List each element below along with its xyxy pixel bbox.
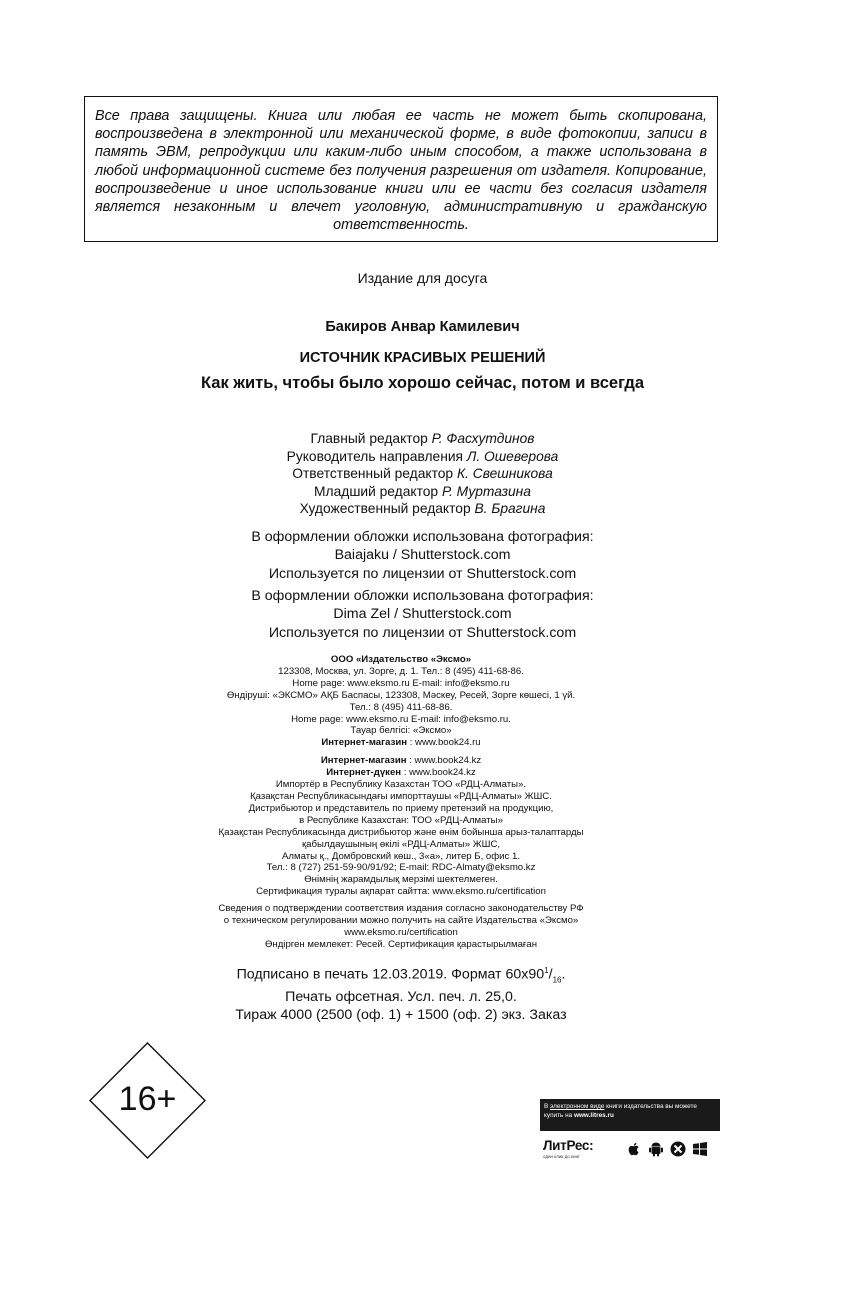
editor-name: К. Свешникова: [456, 466, 553, 481]
book-subtitle: Как жить, чтобы было хорошо сейчас, потом и всегда: [201, 374, 644, 392]
litres-band-link: электронном виде: [550, 1103, 605, 1110]
publisher-address: 123308, Москва, ул. Зорге, д. 1. Тел.: 8 (495) 411-68-86.: [278, 665, 524, 677]
editor-name: В. Брагина: [474, 501, 546, 516]
publisher-kz-producer: Өндіруші: «ЭКСМО» АҚБ Баспасы, 123308, Мәскеу, Ресей, Зорге көшесі, 1 үй.: [226, 689, 576, 701]
android-icon: [648, 1141, 664, 1157]
certification-info: [0, 903, 802, 951]
shop-ru: [0, 737, 802, 749]
editor-role: Ответственный редактор: [292, 466, 454, 481]
kz-address: Алматы қ., Домбровский көш., 3«а», литер Б, офис 1.: [282, 850, 520, 862]
shop-kz2: [0, 767, 802, 779]
photo-credit-line: В оформлении обложки использована фотография:: [251, 529, 594, 545]
certification-url: www.eksmo.ru/certification: [344, 926, 458, 938]
publisher-name: ООО «Издательство «Эксмо»: [330, 654, 472, 665]
age-rating-text: 16+: [118, 1080, 177, 1118]
xbox-icon: [670, 1141, 686, 1157]
shop-ru-label: Интернет-магазин: [321, 737, 408, 749]
certification-line: Сведения о подтверждении соответствия издания согласно законодательству РФ: [218, 903, 584, 914]
editor-name: Р. Муртазина: [441, 483, 531, 499]
format-numerator: 1: [544, 966, 549, 975]
author-name: Бакиров Анвар Камилевич: [325, 319, 520, 335]
importer-kz: Қазақстан Республикасындағы импорттаушы «РДЦ-Алматы» ЖШС.: [250, 790, 552, 802]
print-run: Тираж 4000 (2500 (оф. 1) + 1500 (оф. 2) экз. Заказ: [235, 1007, 567, 1024]
distributor-kz-2: қабылдаушының өкілі «РДЦ-Алматы» ЖШС,: [301, 838, 501, 850]
certification-country: Өндірген мемлекет: Ресей. Сертификация қарастырылмаған: [264, 938, 538, 950]
litres-banner: [540, 1099, 720, 1163]
certification-line: о техническом регулировании можно получить на сайте Издательства «Эксмо»: [223, 914, 579, 926]
publisher-web: Home page: www.eksmo.ru E-mail: info@eksmo.ru: [292, 677, 510, 689]
shop-kz-label: Интернет-магазин: [320, 755, 407, 767]
distributor-kz: Қазақстан Республикасында дистрибьютор және өнім бойынша арыз-талаптарды: [218, 826, 584, 838]
distributor-2: в Республике Казахстан: ТОО «РДЦ-Алматы»: [299, 814, 503, 826]
editor-name: Л. Ошеверова: [466, 448, 559, 464]
print-signed: [0, 962, 802, 989]
photo-credit-license: Используется по лицензии от Shutterstock.com: [268, 565, 577, 582]
shop-kz: [0, 755, 802, 767]
format-slash: /: [548, 966, 553, 983]
format-denominator: 16: [552, 975, 562, 985]
editor-role: Художественный редактор: [299, 501, 471, 516]
copyright-notice-text: Все права защищены. Книга или любая ее часть не может быть скопирована, воспроизведена в электронной или механической форме, в виде фотокопии, записи в память ЭВМ, репродукции или каким-либо иным способом, а также использована в любой информационной системе без получения разрешения от издателя. Копирование, воспроизведение и иное использование книги или ее части без согласия издателя является незаконным и влечет уголовную, административную и гражданскую ответственность.: [95, 108, 707, 234]
litres-tagline: один клик до книг: [543, 1154, 580, 1159]
edition-type: Издание для досуга: [357, 270, 488, 286]
shelf-life: Өнімнің жарамдылық мерзімі шектелмеген.: [304, 874, 498, 886]
editor-role: Руководитель направления: [286, 448, 464, 464]
print-signed-suffix: .: [561, 966, 566, 983]
kz-contacts: Тел.: 8 (727) 251-59-90/91/92; E-mail: RDC-Almaty@eksmo.kz: [266, 862, 536, 874]
publisher-info: [0, 654, 802, 898]
editor-name: Р. Фасхутдинов: [431, 431, 535, 446]
photo-credit-block: [0, 528, 845, 583]
editor-row: [0, 465, 845, 483]
litres-band-prefix: В: [544, 1103, 551, 1110]
apple-icon: [626, 1141, 642, 1157]
shop-kz2-label: Интернет-дүкен: [326, 767, 402, 779]
shop-kz-url: : www.book24.kz: [406, 755, 482, 767]
litres-band-middle: книги издательства вы можете купить на: [544, 1103, 697, 1119]
publisher-kz-web: Home page: www.eksmo.ru E-mail: info@eksmo.ru.: [291, 713, 511, 725]
shop-ru-url: : www.book24.ru: [407, 737, 481, 749]
photo-credit-source: Dima Zel / Shutterstock.com: [333, 606, 512, 623]
editor-role: Младший редактор: [314, 483, 439, 499]
importer: Импортёр в Республику Казахстан ТОО «РДЦ-Алматы».: [275, 779, 527, 791]
print-type: Печать офсетная. Усл. печ. л. 25,0.: [285, 989, 517, 1006]
editor-row: [0, 500, 845, 518]
windows-icon: [692, 1141, 708, 1157]
litres-band: [540, 1099, 720, 1131]
editor-row: [0, 448, 845, 466]
cert-info-kz: Сертификация туралы ақпарат сайтта: www.eksmo.ru/certification: [256, 886, 546, 898]
photo-credit-line: В оформлении обложки использована фотография:: [251, 588, 594, 604]
shop-kz2-url: : www.book24.kz: [401, 767, 476, 779]
editor-row: [0, 483, 845, 501]
age-rating-badge: [89, 1042, 206, 1159]
print-info: [0, 962, 802, 1025]
distributor: Дистрибьютор и представитель по приему претензий на продукцию,: [248, 802, 554, 814]
publisher-trademark: Тауар белгісі: «Эксмо»: [350, 725, 452, 737]
litres-logo: ЛитРес:: [543, 1138, 594, 1153]
photo-credit-license: Используется по лицензии от Shutterstock.com: [268, 624, 577, 641]
editor-row: [0, 430, 845, 448]
litres-band-url: www.litres.ru: [573, 1112, 614, 1119]
copyright-notice-box: [84, 96, 718, 242]
photo-credit-source: Baiajaku / Shutterstock.com: [334, 547, 511, 564]
editors-list: [0, 430, 845, 518]
print-signed-text: Подписано в печать 12.03.2019. Формат 60x90: [236, 966, 545, 983]
publisher-kz-phone: Тел.: 8 (495) 411-68-86.: [349, 701, 453, 713]
book-title: ИСТОЧНИК КРАСИВЫХ РЕШЕНИЙ: [299, 350, 546, 366]
photo-credit-block: [0, 587, 845, 642]
editor-role: Главный редактор: [310, 431, 428, 446]
